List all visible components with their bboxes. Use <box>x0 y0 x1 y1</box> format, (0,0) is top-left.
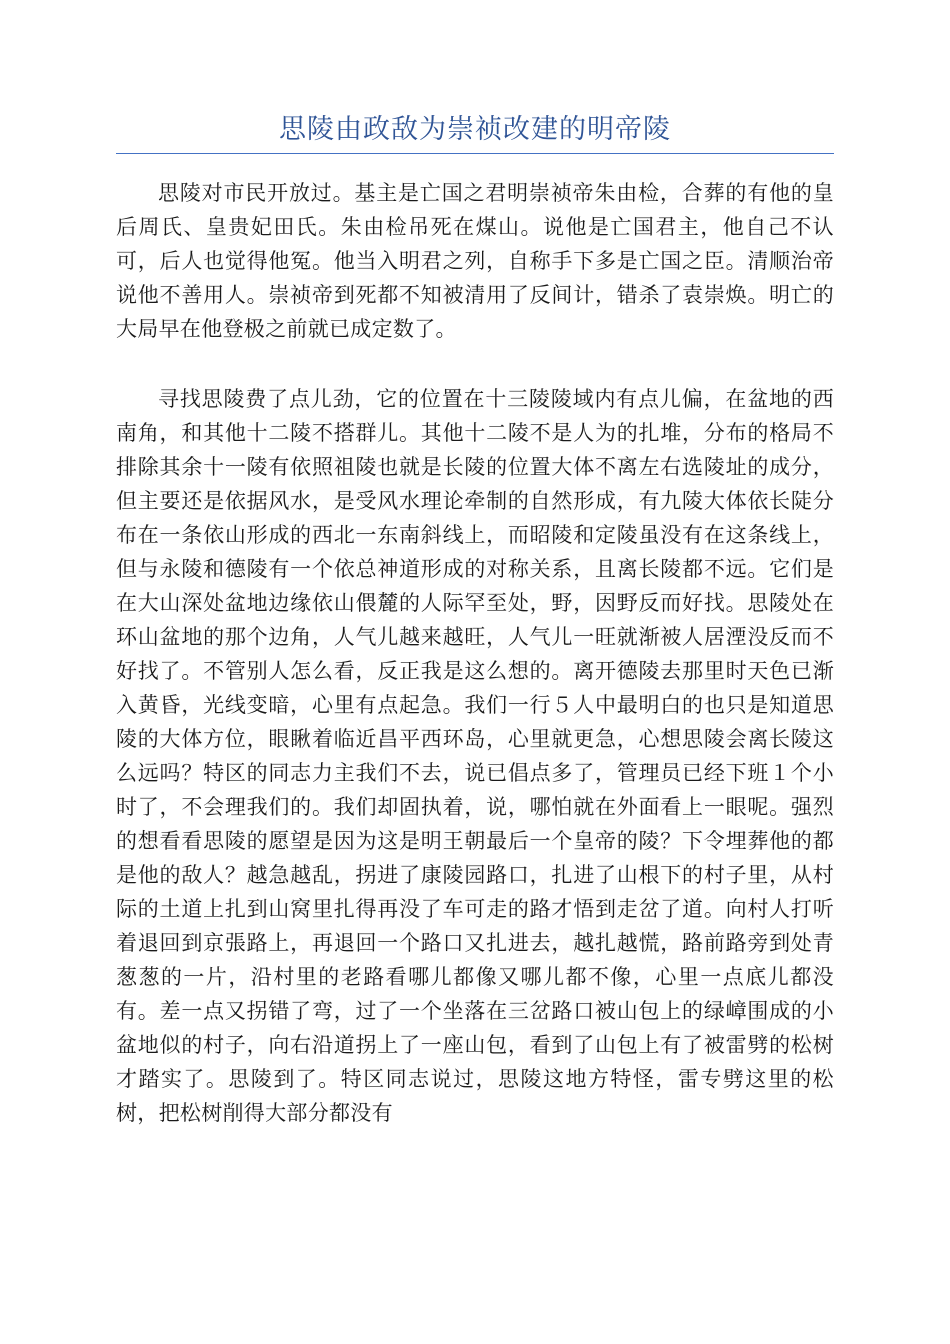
title-underline <box>116 153 834 154</box>
paragraph: 思陵对市民开放过。基主是亡国之君明崇祯帝朱由检，合葬的有他的皇后周氏、皇贵妃田氏。朱由检吊死在煤山。说他是亡国君主，他自己不认可，后人也觉得他冤。他当入明君之列，自称手下多是亡国之臣。清顺治帝说他不善用人。崇祯帝到死都不知被清用了反间计，错杀了袁崇焕。明亡的大局早在他登极之前就已成定数了。 <box>116 181 834 341</box>
paragraph: 寻找思陵费了点儿劲，它的位置在十三陵陵域内有点儿偏，在盆地的西南角，和其他十二陵不搭群儿。其他十二陵不是人为的扎堆，分布的格局不排除其余十一陵有依照祖陵也就是长陵的位置大体不离左右选陵址的成分，但主要还是依据风水，是受风水理论牵制的自然形成，有九陵大体依长陡分布在一条依山形成的西北一东南斜线上，而昭陵和定陵虽没有在这条线上，但与永陵和德陵有一个依总神道形成的对称关系，且离长陵都不远。它们是在大山深处盆地边缘依山偎麓的人际罕至处，野，因野反而好找。思陵处在环山盆地的那个边角，人气儿越来越旺，人气儿一旺就渐被人居湮没反而不好找了。不管别人怎么看，反正我是这么想的。离开德陵去那里时天色已渐入黄昏，光线变暗，心里有点起急。我们一行５人中最明白的也只是知道思陵的大体方位，眼瞅着临近昌平西环岛，心里就更急，心想思陵会离长陵这么远吗？特区的同志力主我们不去，说已倡点多了，管理员已经下班１个小时了，不会理我们的。我们却固执着，说，哪怕就在外面看上一眼呢。强烈的想看看思陵的愿望是因为这是明王朝最后一个皇帝的陵？下令埋葬他的都是他的敌人？越急越乱，拐进了康陵园路口，扎进了山根下的村子里，从村际的土道上扎到山窝里扎得再没了车可走的路才悟到走岔了道。向村人打听着退回到京張路上，再退回一个路口又扎进去，越扎越慌，路前路旁到处青葱葱的一片，沿村里的老路看哪儿都像又哪儿都不像，心里一点底儿都没有。差一点又拐错了弯，过了一个坐落在三岔路口被山包上的绿嶂围成的小盆地似的村子，向右沿道拐上了一座山包，看到了山包上有了被雷劈的松树才踏实了。思陵到了。特区同志说过，思陵这地方特怪，雷专劈这里的松树，把松树削得大部分都没有 <box>116 387 834 1125</box>
document-title: 思陵由政敌为崇祯改建的明帝陵 <box>279 114 671 145</box>
